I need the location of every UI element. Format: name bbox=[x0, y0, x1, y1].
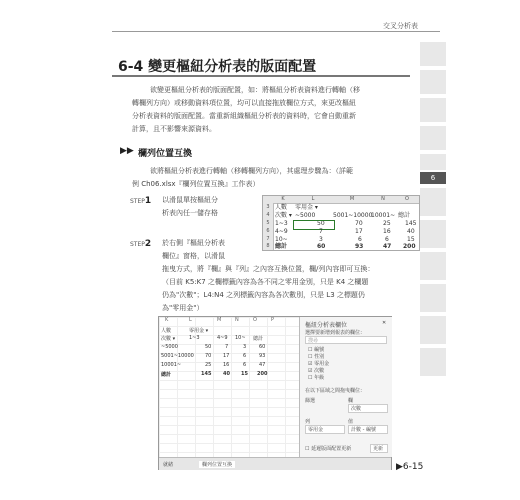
chapter-tab bbox=[420, 252, 446, 280]
chapter-rule bbox=[112, 75, 410, 77]
column-header: M bbox=[349, 196, 355, 202]
cell[interactable]: 總計 bbox=[161, 372, 172, 378]
field-search-input[interactable]: 搜尋 bbox=[305, 336, 387, 344]
cell[interactable]: 17 bbox=[223, 353, 230, 359]
column-header: M bbox=[217, 317, 222, 323]
cell[interactable]: 200 bbox=[403, 243, 416, 250]
chapter-tab bbox=[420, 316, 446, 344]
section-line: 欲將樞紐分析表進行轉軸（移轉欄列方向），其處理步驟為：（詳範 bbox=[150, 167, 353, 175]
field-item[interactable]: ☑ 零用金 bbox=[308, 361, 330, 367]
intro-line: 計算，且不影響來源資料。 bbox=[132, 125, 216, 133]
chapter-tab bbox=[420, 154, 446, 170]
pane-subtitle: 選擇要新增到報表的欄位： bbox=[305, 330, 366, 336]
chapter-tab bbox=[420, 126, 446, 150]
chapter-tab bbox=[420, 42, 446, 66]
cell[interactable]: 70 bbox=[205, 353, 212, 359]
cell[interactable]: 145 bbox=[201, 371, 212, 377]
cell[interactable]: 145 bbox=[405, 220, 417, 227]
cell[interactable]: 15 bbox=[407, 236, 415, 243]
cell[interactable]: 16 bbox=[223, 362, 230, 368]
cell[interactable]: 70 bbox=[355, 220, 363, 227]
cell[interactable]: 50 bbox=[205, 344, 212, 350]
step-1-line: 以滑鼠單按樞紐分 bbox=[162, 196, 218, 204]
cell[interactable]: 40 bbox=[223, 371, 230, 377]
column-header: K bbox=[281, 196, 285, 202]
cell[interactable]: 4~9 bbox=[217, 335, 228, 341]
cell[interactable]: 1~3 bbox=[275, 220, 288, 227]
cell[interactable]: 60 bbox=[259, 344, 266, 350]
chapter-tab bbox=[420, 348, 446, 376]
update-button[interactable]: 更新 bbox=[370, 444, 388, 453]
chapter-tab bbox=[420, 284, 446, 312]
row-number: 7 bbox=[266, 236, 270, 242]
cell[interactable]: 7 bbox=[319, 228, 323, 235]
step-2-line: 為"零用金"） bbox=[162, 304, 204, 312]
cell[interactable]: 總計 bbox=[253, 336, 264, 342]
cell[interactable]: 47 bbox=[259, 362, 266, 368]
cell[interactable]: 零用金 ▾ bbox=[189, 328, 209, 334]
close-icon[interactable]: ✕ bbox=[382, 320, 387, 326]
field-item[interactable]: ☐ 編號 bbox=[308, 347, 325, 353]
cell[interactable]: 6 bbox=[243, 353, 247, 359]
step-2-line: 仍為"次數"；L4:N4 之列標籤內容為各次數別，只是 L3 之標題仍 bbox=[162, 291, 365, 299]
cell[interactable]: 人數 bbox=[161, 328, 172, 334]
cell[interactable]: 10001~ bbox=[161, 362, 182, 368]
worksheet-grid bbox=[159, 317, 299, 457]
value-area-label: 值 bbox=[348, 419, 354, 425]
cell[interactable]: 17 bbox=[355, 228, 363, 235]
intro-line: 分析表資料的版面配置。當重新組織樞紐分析表的資料時，它會自動重新 bbox=[132, 112, 356, 120]
chapter-tab bbox=[420, 220, 446, 248]
row-number: 5 bbox=[266, 220, 270, 226]
cell[interactable]: 50 bbox=[317, 220, 325, 227]
pane-title: 樞紐分析表欄位 bbox=[305, 322, 348, 329]
step-2-line: （目前 K5:K7 之欄標籤內容為各不同之零用金別，只是 K4 之欄題 bbox=[162, 278, 369, 286]
row-area-field[interactable]: 零用金 bbox=[305, 425, 345, 434]
excel-screenshot bbox=[158, 316, 392, 470]
step-2-line: 拖曳方式，將『欄』與『列』之內容互換位置，欄/列內容即可互換： bbox=[162, 265, 375, 273]
step-2-line: 於右側『樞紐分析表 bbox=[162, 239, 225, 247]
status-bar bbox=[159, 457, 391, 470]
cell[interactable]: 7 bbox=[225, 344, 229, 350]
cell[interactable]: 次數 ▾ bbox=[275, 212, 292, 219]
cell[interactable]: 6 bbox=[385, 236, 389, 243]
cell[interactable]: 15 bbox=[241, 371, 248, 377]
cell[interactable]: 10001~ bbox=[371, 212, 396, 219]
cell[interactable]: 總計 bbox=[275, 243, 288, 250]
cell[interactable]: ~5000 bbox=[295, 212, 316, 219]
step-1-line: 析表內任一儲存格 bbox=[162, 209, 218, 217]
pivot-table-before bbox=[262, 195, 420, 251]
step-1-label: STEP1 bbox=[130, 196, 152, 206]
column-area-label: 欄 bbox=[348, 398, 354, 404]
cell[interactable]: 3 bbox=[243, 344, 247, 350]
cell[interactable]: 次數 ▾ bbox=[161, 336, 176, 342]
chapter-tab bbox=[420, 98, 446, 122]
row-number: 4 bbox=[266, 212, 270, 218]
sheet-tab[interactable]: 欄列位置互換 bbox=[199, 461, 235, 468]
row-area-label: 列 bbox=[305, 419, 311, 425]
cell[interactable]: 200 bbox=[257, 371, 268, 377]
column-header: N bbox=[381, 196, 385, 202]
section-arrow-icon: ▶▶ bbox=[120, 146, 134, 156]
cell[interactable]: 25 bbox=[205, 362, 212, 368]
intro-line: 轉欄列方向）或移動資料項位置，均可以直接拖放欄位方式，來更改樞紐 bbox=[132, 99, 356, 107]
cell[interactable]: 47 bbox=[383, 243, 392, 250]
section-line: 例 Ch06.xlsx『欄列位置互換』工作表） bbox=[132, 180, 260, 188]
cell[interactable]: 5001~10000 bbox=[161, 353, 194, 359]
cell[interactable]: ~5000 bbox=[161, 344, 178, 350]
row-number: 8 bbox=[266, 243, 270, 249]
column-header: K bbox=[165, 317, 169, 323]
chapter-tab-active: 6 bbox=[420, 172, 446, 184]
running-header: 交叉分析表 bbox=[383, 22, 418, 30]
cell[interactable]: 60 bbox=[317, 243, 326, 250]
cell[interactable]: 40 bbox=[407, 228, 415, 235]
field-item[interactable]: ☐ 年級 bbox=[308, 375, 325, 381]
cell[interactable]: 人數 bbox=[275, 204, 288, 211]
cell[interactable]: 總計 bbox=[398, 212, 411, 219]
column-header: L bbox=[311, 196, 315, 202]
column-header: P bbox=[271, 317, 275, 323]
cell[interactable]: 93 bbox=[259, 353, 266, 359]
cell[interactable]: 10~ bbox=[275, 236, 288, 243]
column-header: L bbox=[189, 317, 192, 323]
column-header: N bbox=[235, 317, 239, 323]
cell[interactable]: 1~3 bbox=[189, 335, 200, 341]
cell[interactable]: 4~9 bbox=[275, 228, 288, 235]
cell[interactable]: 10~ bbox=[235, 335, 246, 341]
row-number: 6 bbox=[266, 228, 270, 234]
step-2-line: 欄位』窗格，以滑鼠 bbox=[162, 252, 225, 260]
row-number: 3 bbox=[266, 204, 270, 210]
column-header: O bbox=[253, 317, 257, 323]
cell[interactable]: 93 bbox=[355, 243, 364, 250]
step-2-label: STEP2 bbox=[130, 239, 152, 249]
field-item[interactable]: ☐ 性別 bbox=[308, 354, 325, 360]
field-item[interactable]: ☑ 次數 bbox=[308, 368, 325, 374]
drag-hint: 在以下區域之間拖曳欄位： bbox=[305, 388, 366, 394]
pivot-field-pane bbox=[299, 317, 392, 457]
cell[interactable]: 25 bbox=[383, 220, 391, 227]
selected-cell-outline bbox=[293, 220, 335, 230]
cell[interactable]: 零用金 ▾ bbox=[295, 204, 318, 211]
chapter-tab bbox=[420, 188, 446, 216]
chapter-tab bbox=[420, 70, 446, 94]
intro-line: 欲變更樞紐分析表的版面配置，如：將樞紐分析表資料進行轉軸（移 bbox=[150, 86, 360, 94]
page-number: ▶6-15 bbox=[396, 462, 424, 472]
section-title: 欄列位置互換 bbox=[138, 149, 193, 159]
cell[interactable]: 6 bbox=[243, 362, 247, 368]
cell[interactable]: 6 bbox=[358, 236, 362, 243]
header-rule bbox=[112, 31, 440, 32]
column-header: O bbox=[405, 196, 409, 202]
status-text: 就緒 bbox=[163, 462, 174, 468]
cell[interactable]: 5001~10000 bbox=[333, 212, 373, 219]
filter-area-label: 篩選 bbox=[305, 398, 316, 404]
chapter-title: 6-4 變更樞紐分析表的版面配置 bbox=[118, 59, 317, 75]
cell[interactable]: 16 bbox=[383, 228, 391, 235]
cell[interactable]: 3 bbox=[319, 236, 323, 243]
column-area-field[interactable]: 次數 bbox=[348, 404, 388, 413]
value-area-field[interactable]: 計數 - 編號 bbox=[348, 425, 388, 434]
defer-update-checkbox[interactable]: ☐ 延遲版面配置更新 bbox=[305, 446, 352, 452]
